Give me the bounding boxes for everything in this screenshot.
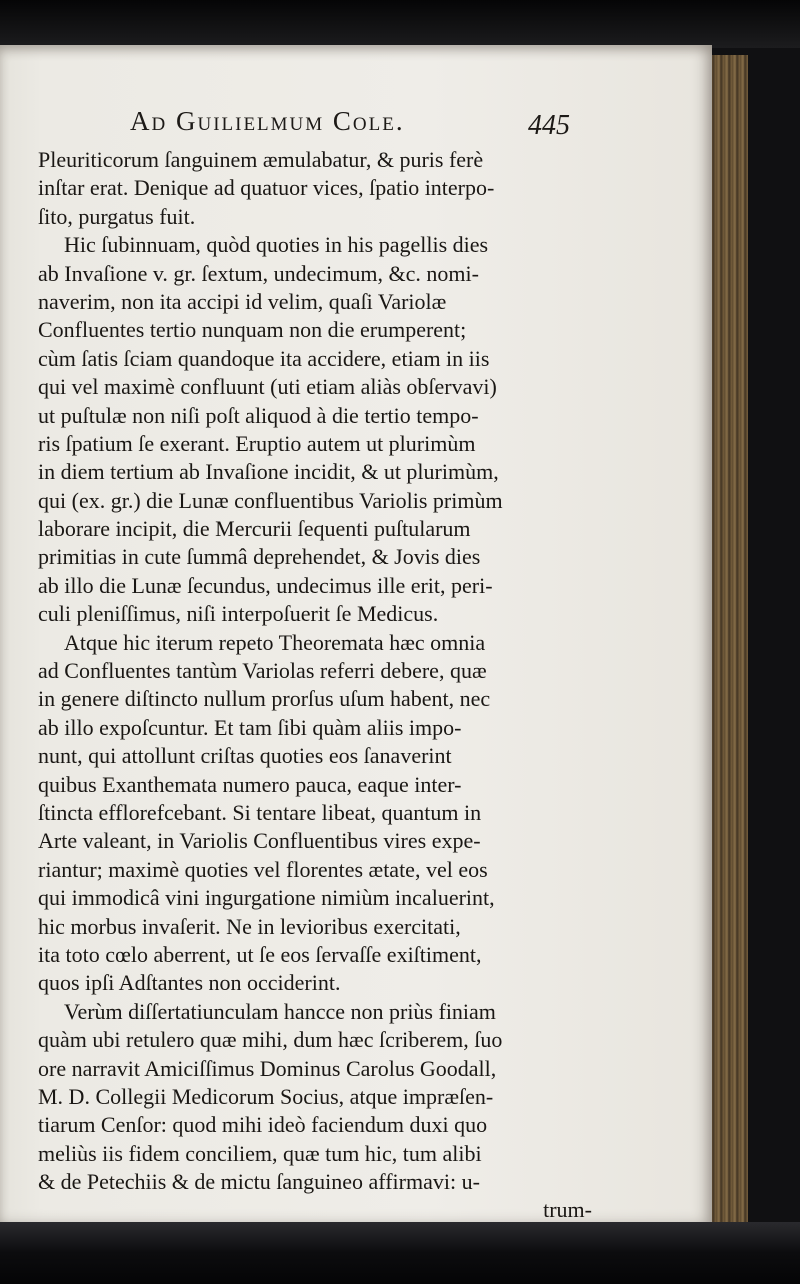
text-line: nunt, qui attollunt criſtas quoties eos ſanaverint <box>38 743 452 769</box>
text-line: inſtar erat. Denique ad quatuor vices, ſpatio interpo- <box>38 175 495 201</box>
text-line: ita toto cœlo aberrent, ut ſe eos ſervaſſe exiſtiment, <box>38 941 482 967</box>
text-line: in genere diſtincto nullum prorſus uſum habent, nec <box>38 686 491 712</box>
text-line: qui immodicâ vini ingurgatione nimiùm incaluerint, <box>38 885 495 911</box>
text-line: cùm ſatis ſciam quandoque ita accidere, etiam in iis <box>38 345 490 371</box>
text-line: Atque hic iterum repeto Theoremata hæc omnia <box>64 629 486 655</box>
text-line: laborare incipit, die Mercurii ſequenti puſtularum <box>38 516 471 542</box>
text-line: meliùs iis fidem conciliem, quæ tum hic, tum alibi <box>38 1140 482 1166</box>
text-line: in diem tertium ab Invaſione incidit, & ut plurimùm, <box>38 459 499 485</box>
text-line: ad Confluentes tantùm Variolas referri debere, quæ <box>38 658 487 684</box>
text-line: tiarum Cenſor: quod mihi ideò faciendum duxi quo <box>38 1112 488 1138</box>
text-line: ſtincta efflorefcebant. Si tentare libeat, quantum in <box>38 799 482 825</box>
text-line: Confluentes tertio nunquam non die erumperent; <box>38 317 467 343</box>
book-cover-bottom <box>0 1222 800 1284</box>
text-line: quibus Exanthemata numero pauca, eaque inter- <box>38 771 462 797</box>
book-cover-top <box>0 0 800 48</box>
body-text <box>38 146 598 1225</box>
text-line: Arte valeant, in Variolis Confluentibus vires expe- <box>38 828 481 854</box>
text-line: quàm ubi retulero quæ mihi, dum hæc ſcriberem, ſuo <box>38 1027 503 1053</box>
text-line: culi pleniſſimus, niſi interpoſuerit ſe Medicus. <box>38 601 439 627</box>
text-line: Pleuriticorum ſanguinem æmulabatur, & puris ferè <box>38 147 484 172</box>
text-line: ab Invaſione v. gr. ſextum, undecimum, &c. nomi- <box>38 260 479 286</box>
text-line: ore narravit Amiciſſimus Dominus Carolus Goodall, <box>38 1055 497 1081</box>
text-line: naverim, non ita accipi id velim, quaſi Variolæ <box>38 288 447 314</box>
text-line: primitias in cute ſummâ deprehendet, & Jovis dies <box>38 544 481 570</box>
text-line: hic morbus invaſerit. Ne in levioribus exercitati, <box>38 913 461 939</box>
page-number: 445 <box>528 110 570 141</box>
text-line: ſito, purgatus fuit. <box>38 203 196 229</box>
text-line: ab illo die Lunæ ſecundus, undecimus ille erit, peri- <box>38 572 493 598</box>
text-line: M. D. Collegii Medicorum Socius, atque impræſen- <box>38 1083 494 1109</box>
text-line: ut puſtulæ non niſi poſt aliquod à die tertio tempo- <box>38 402 479 428</box>
text-line: Hic ſubinnuam, quòd quoties in his pagellis dies <box>64 232 489 258</box>
text-line: & de Petechiis & de mictu ſanguineo affirmavi: u- <box>38 1169 480 1195</box>
text-line: Verùm diſſertatiunculam hancce non priùs finiam <box>64 998 496 1024</box>
text-line: quos ipſi Adſtantes non occiderint. <box>38 970 341 996</box>
text-line: qui vel maximè confluunt (uti etiam aliàs obſervavi) <box>38 374 497 400</box>
catchword: trum- <box>543 1197 592 1223</box>
text-line: ris ſpatium ſe exerant. Eruptio autem ut plurimùm <box>38 430 476 456</box>
text-line: qui (ex. gr.) die Lunæ confluentibus Variolis primùm <box>38 487 503 513</box>
text-line: ab illo expoſcuntur. Et tam ſibi quàm aliis impo- <box>38 714 462 740</box>
running-head: Ad Guilielmum Cole. <box>130 106 405 136</box>
text-line: riantur; maximè quoties vel florentes ætate, vel eos <box>38 856 488 882</box>
